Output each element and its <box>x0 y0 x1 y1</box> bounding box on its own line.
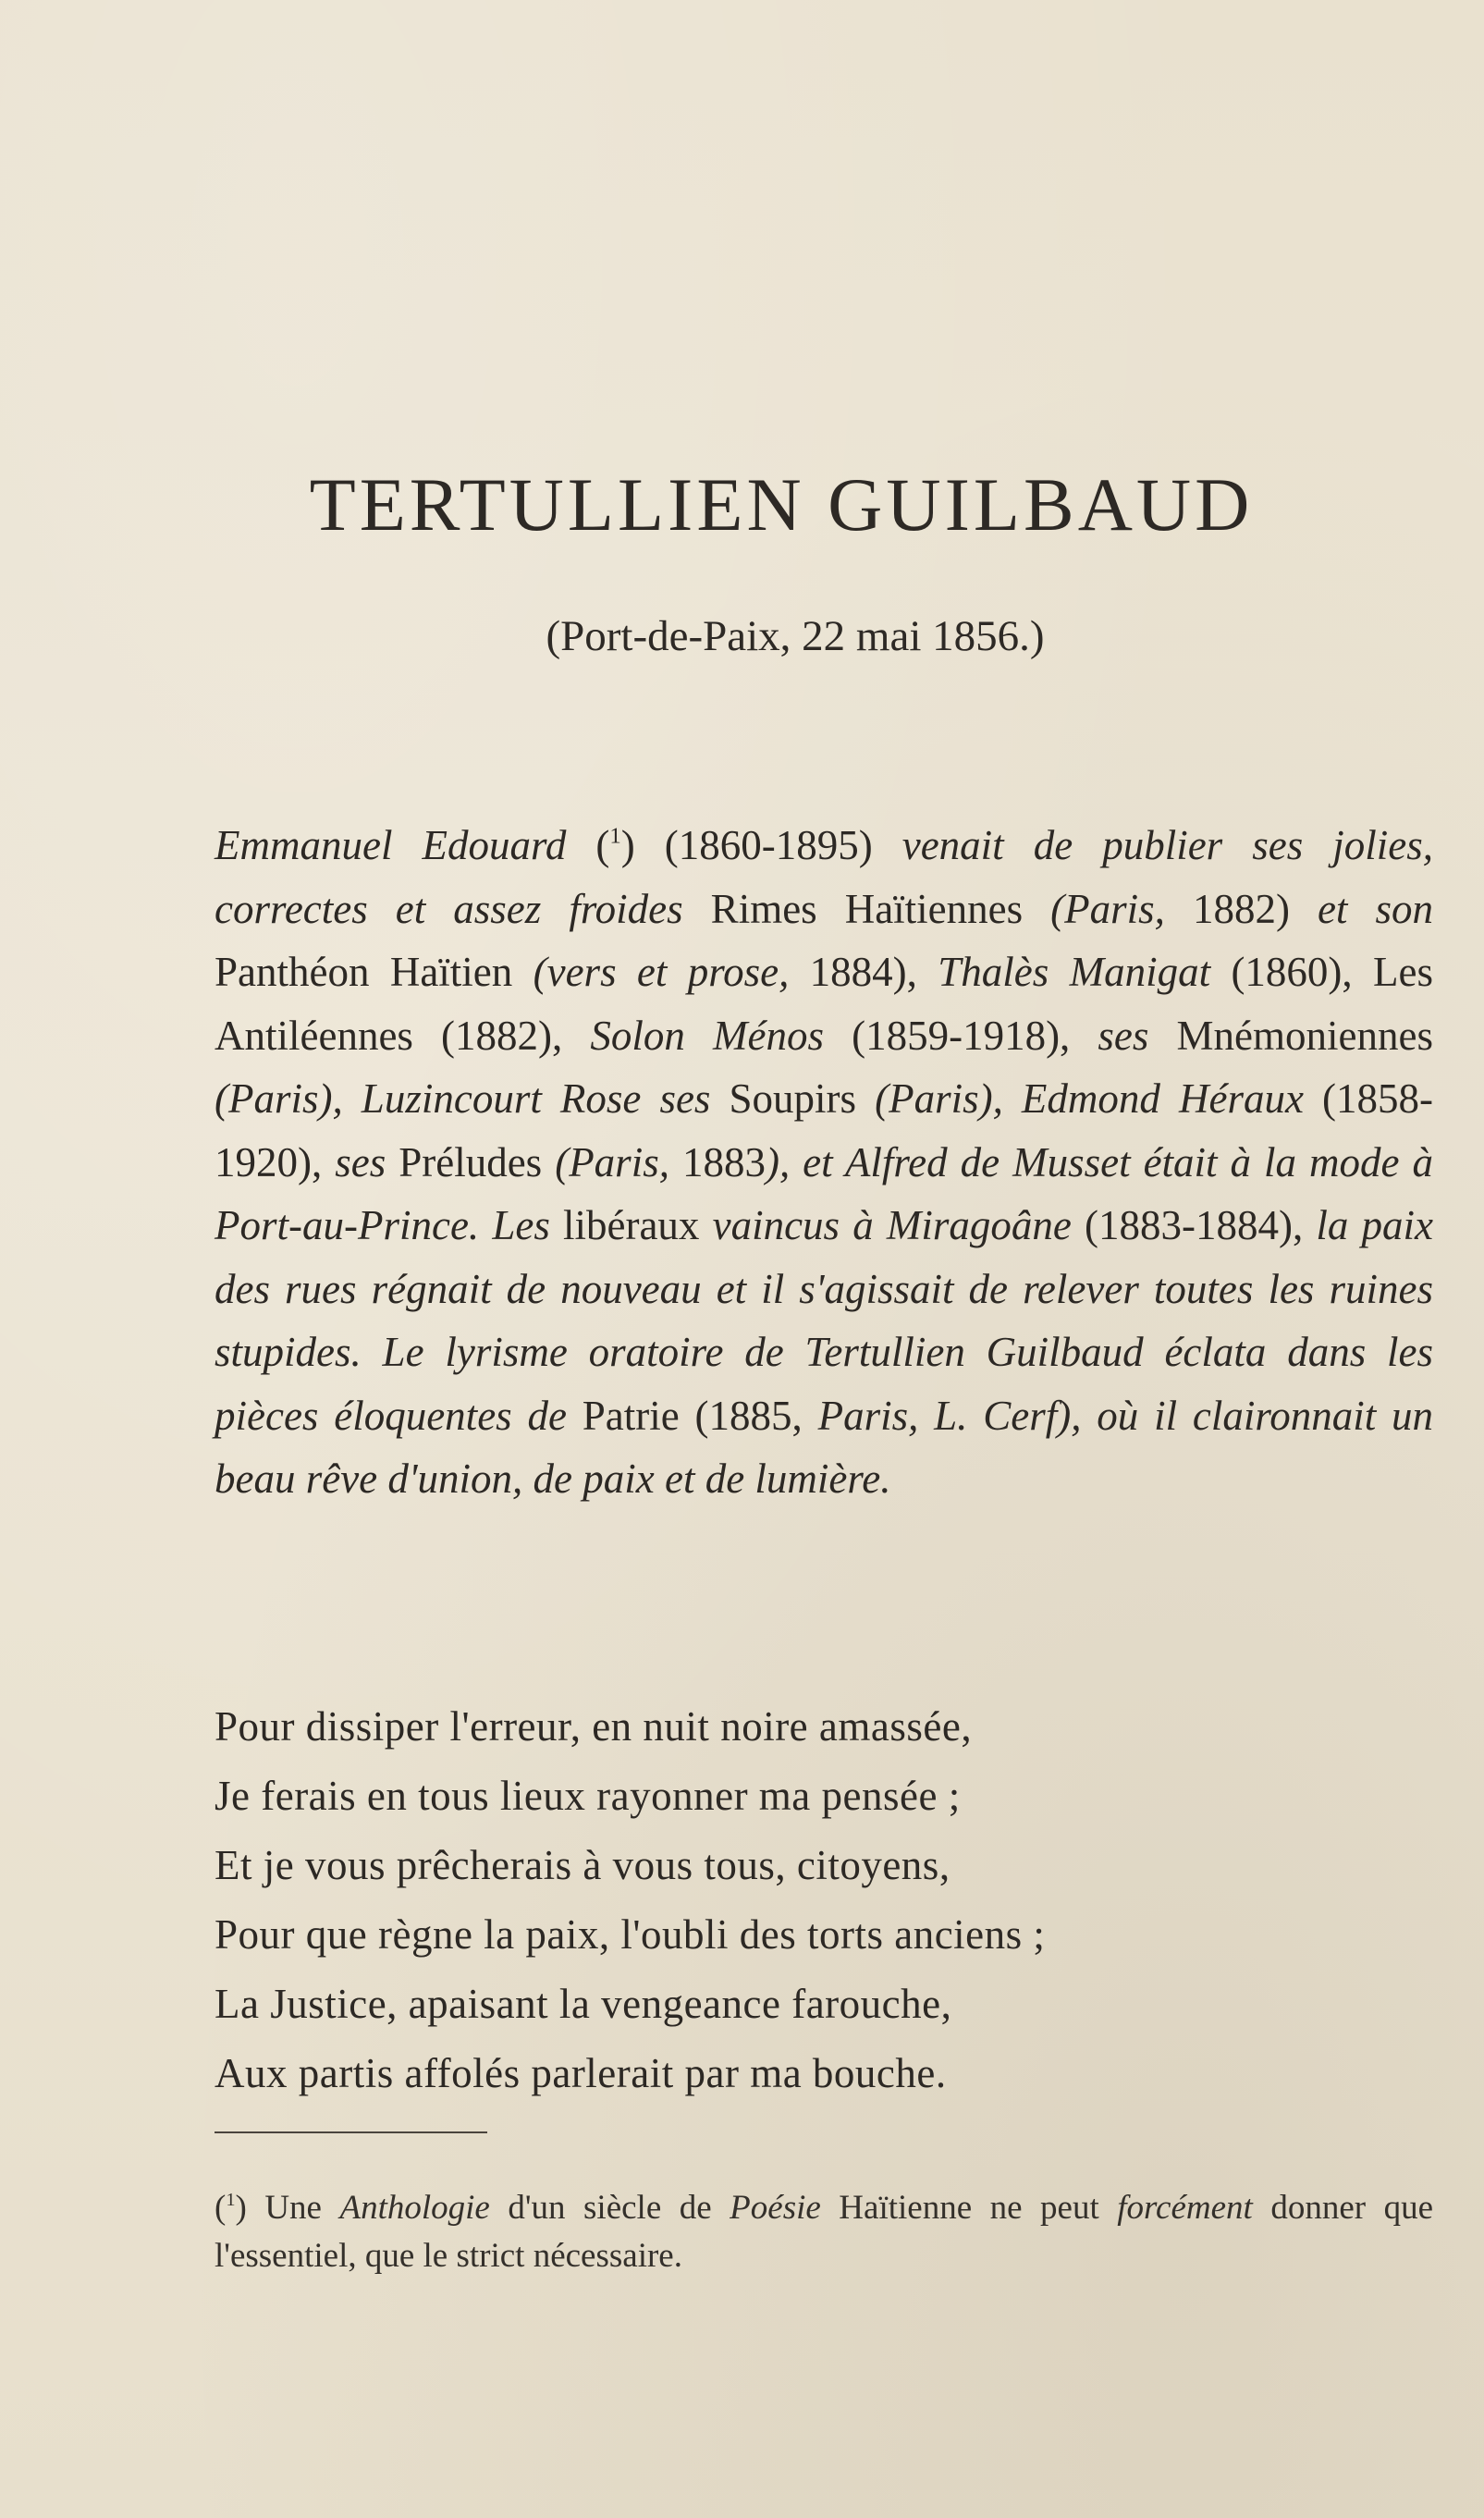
intro-italic-text: venait de publier ses jolies, correctes et assez froides <box>215 822 1433 932</box>
intro-text: Panthéon Haïtien <box>215 949 534 995</box>
intro-text: (1858-1920), <box>215 1075 1433 1185</box>
poem-line: Aux partis affolés parlerait par ma bouche. <box>215 2050 947 2096</box>
intro-text: 1884), <box>789 949 938 995</box>
poem-line: Pour que règne la paix, l'oubli des torts anciens ; <box>215 1911 1046 1958</box>
footnote-italic-text: Poésie <box>730 2189 821 2227</box>
intro-text: 1883 <box>668 1138 766 1185</box>
intro-italic-text: Paris, L. Cerf), où il claironnait un beau rêve d'union, de paix et de lumière. <box>215 1392 1434 1502</box>
intro-text: Rimes Haïtiennes <box>682 885 1051 932</box>
poem-line: La Justice, apaisant la vengeance farouche, <box>215 1981 952 2027</box>
poem-line: Pour dissiper l'erreur, en nuit noire amassée, <box>215 1703 973 1750</box>
footnote-divider <box>215 2131 487 2133</box>
intro-italic-text: Emmanuel Edouard <box>215 822 567 868</box>
intro-italic-text: vaincus à Miragoâne <box>712 1202 1072 1248</box>
intro-text: Préludes <box>386 1138 556 1185</box>
intro-italic-text: ses <box>335 1138 386 1185</box>
footnote-italic-text: Anthologie <box>339 2189 490 2227</box>
footnote-italic-text: forcément <box>1117 2189 1253 2227</box>
intro-italic-text: Solon Ménos <box>590 1012 824 1059</box>
footnote <box>215 2184 1433 2280</box>
intro-italic-text: (Paris, <box>555 1138 669 1185</box>
intro-italic-text: (vers et prose, <box>533 949 790 995</box>
intro-text: libéraux <box>549 1202 713 1248</box>
intro-text: Soupirs <box>710 1075 876 1122</box>
footnote-note-marker: 1 <box>226 2189 236 2210</box>
intro-text: (1859-1918), <box>823 1012 1098 1059</box>
poem-stanza <box>215 1692 1417 2108</box>
intro-italic-text: la paix des rues régnait de nouveau et il s'agissait de relever toutes les ruines stupides. Le lyrisme oratoire de Tertullien Guilbaud éclata dans les pièces éloquentes de <box>215 1202 1433 1439</box>
intro-italic-text: (Paris, <box>1050 885 1165 932</box>
footnote-text: ( <box>215 2189 227 2227</box>
intro-italic-text: ), et Alfred de Musset était à la mode à Port-au-Prince. Les <box>215 1138 1433 1248</box>
intro-text: (1883-1884), <box>1071 1202 1317 1248</box>
intro-note-marker: 1 <box>609 823 621 849</box>
footnote-text: Haïtienne ne peut <box>820 2189 1118 2227</box>
footnote-text: d'un siècle de <box>489 2189 730 2227</box>
poem-line: Je ferais en tous lieux rayonner ma pensée ; <box>215 1773 961 1819</box>
intro-text: (1860), Les Antiléennes (1882), <box>215 949 1433 1059</box>
intro-text: Mnémoniennes <box>1148 1012 1433 1059</box>
intro-text: ( <box>566 822 610 868</box>
poem-line: Et je vous prêcherais à vous tous, citoyens, <box>215 1842 950 1888</box>
birth-place-date: (Port-de-Paix, 22 mai 1856.) <box>546 612 1045 660</box>
chapter-title: TERTULLIEN GUILBAUD <box>309 462 1254 547</box>
intro-italic-text: et son <box>1317 885 1433 932</box>
intro-paragraph <box>215 814 1433 1511</box>
intro-text: 1882) <box>1164 885 1318 932</box>
intro-italic-text: Thalès Manigat <box>938 949 1211 995</box>
intro-text: Patrie (1885, <box>566 1392 818 1439</box>
footnote-text: ) Une <box>235 2189 340 2227</box>
intro-text: ) (1860-1895) <box>620 822 902 868</box>
intro-italic-text: (Paris), Edmond Héraux <box>875 1075 1304 1122</box>
footnote-text: donner que l'essentiel, que le strict nécessaire. <box>215 2189 1433 2275</box>
intro-italic-text: (Paris), Luzincourt Rose ses <box>215 1075 711 1122</box>
intro-italic-text: ses <box>1098 1012 1149 1059</box>
